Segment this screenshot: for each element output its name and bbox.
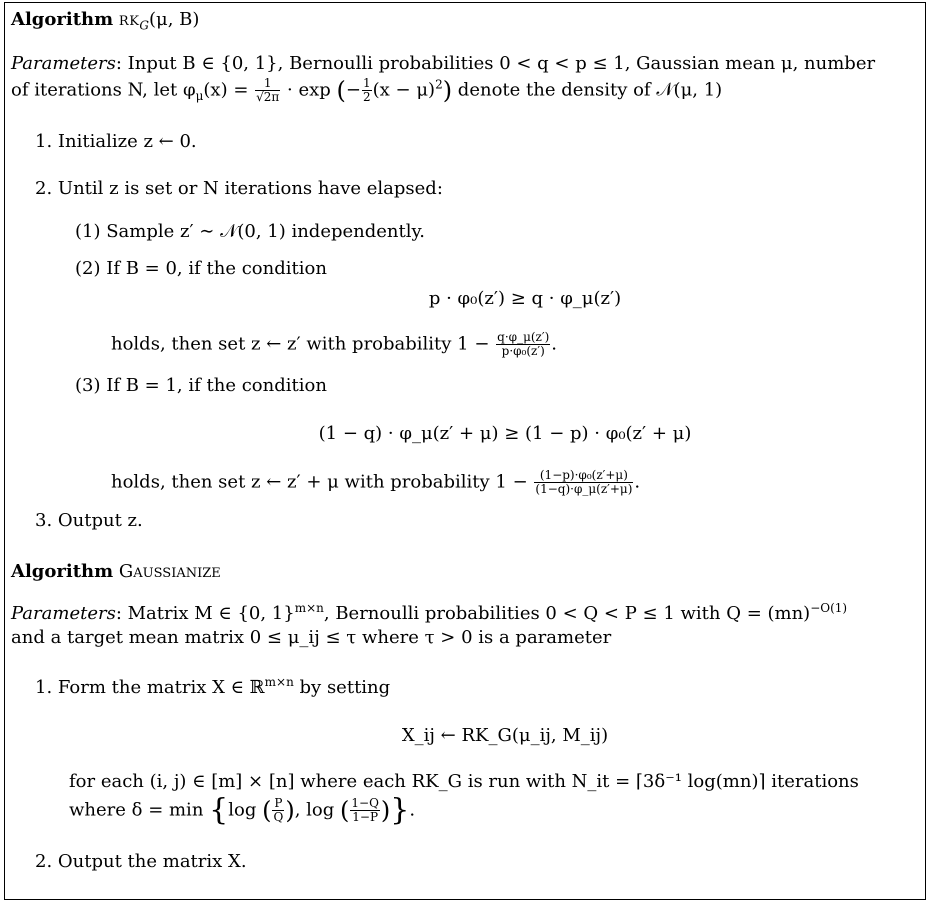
algo2-step2: 2. Output the matrix X. (35, 851, 247, 872)
algo1-step2: 2. Until z is set or N iterations have elapsed: (35, 178, 443, 199)
algo1-params-text2d: − (345, 79, 361, 101)
algo1-prob-fraction1-den: p·φ₀(z′) (501, 344, 545, 358)
algo2-step1 (35, 677, 390, 699)
algo2-params-label: Parameters (11, 603, 116, 624)
algo1-substep2: (2) If B = 0, if the condition (75, 258, 327, 279)
algo2-name: Gaussianize (118, 561, 221, 582)
algo1-params-text1: : Input B ∈ {0, 1}, Bernoulli probabilities 0 < q < p ≤ 1, Gaussian mean μ, number (115, 53, 876, 74)
algo2-where-log1: log (228, 799, 257, 821)
algo1-params-line2: of iterations N, let $\varphi_\mu(x)$ = $\frac{1}{√2\pi}$ · exp (− $\frac{1}{2}$ $(x - \mu)^2$) denote the density of 𝒩(μ, 1) (11, 76, 723, 105)
algo1-prob-fraction1 (496, 331, 550, 358)
algo1-step1: 1. Initialize z ← 0. (35, 131, 197, 152)
algo1-substep2-holds: holds, then set z ← z′ with probability 1 − $\frac{q\cdot\varphi\_\mu(z')}{\text{p·φ₀(z′)}}$ . (111, 330, 558, 358)
algo1-condition-eq2: (1 − q) · φ_μ(z′ + μ) ≥ (1 − p) · φ₀(z′ + μ) (318, 423, 692, 444)
algo1-sub: G (139, 18, 149, 33)
algo2-eq: X_ij ← RK_G(μ_ij, M_ij) (401, 725, 609, 746)
algo1-params-label: Parameters (11, 53, 116, 74)
algo1-title (11, 9, 199, 33)
algo2-step1-text-a: 1. Form the matrix X ∈ ℝ (35, 677, 265, 698)
algo2-where-log2: , log (294, 799, 335, 821)
algo1-params-line1 (11, 53, 875, 75)
algo2-params-text1c: , Bernoulli probabilities 0 < Q < P ≤ 1 with Q = (mn) (323, 603, 811, 624)
algo2-for-line: for each (i, j) ∈ [m] × [n] where each RK_G is run with N_it = ⌈3δ⁻¹ log(mn)⌉ iterations (69, 771, 859, 792)
algo1-prob-fraction2 (534, 469, 633, 496)
algo1-params-text2e: (x − μ) (372, 79, 436, 101)
algo2-fraction-q-p-den: 1−P (352, 810, 379, 824)
algo2-step1-sup: m×n (264, 675, 294, 689)
algo1-prob-fraction2-num: (1−p)·φ₀(z′+μ) (534, 469, 633, 483)
half-fraction: $\frac{1}{2}$ (363, 76, 371, 104)
algo1-substep3-holds: holds, then set z ← z′ + μ with probability 1 − $\frac{\text{(1−p)·φ₀(z′+μ)}}{(1-q)\cdot\varphi\_\mu(z'+\mu)}$ . (111, 468, 641, 496)
algo1-keyword: Algorithm (11, 9, 114, 30)
algo2-fraction-q-p (350, 797, 380, 824)
algo2-params-line2: and a target mean matrix 0 ≤ μ_ij ≤ τ where τ > 0 is a parameter (11, 627, 612, 648)
algo1-step3: 3. Output z. (35, 510, 143, 531)
algo1-params-text2f: denote the density of 𝒩(μ, 1) (452, 79, 723, 101)
algo2-fraction-p-q-num: P (274, 796, 283, 810)
algo1-params-text2c: · exp (281, 79, 337, 101)
algo2-keyword: Algorithm (11, 561, 114, 582)
algo2-params-sup2: −O(1) (810, 601, 848, 615)
algo2-fraction-q-p-num: 1−Q (351, 796, 379, 810)
algo2-where-text-a: where δ = min (69, 799, 204, 821)
algo2-params-sup1: m×n (294, 601, 324, 615)
algo1-args: (μ, B) (149, 9, 200, 30)
algo1-substep2-hold-text: holds, then set z ← z′ with probability 1 − (111, 333, 490, 355)
algo1-prob-fraction2-den: (1−q)·φ_μ(z′+μ) (535, 482, 633, 496)
algo2-where-line: where δ = min {log ( $\frac{P}{Q}$ ), log ( $\frac{1-Q}{1-P}$ )}. (69, 792, 416, 828)
algo1-substep1: (1) Sample z′ ∼ 𝒩(0, 1) independently. (75, 221, 426, 242)
algo1-condition-eq1: p · φ₀(z′) ≥ q · φ_μ(z′) (428, 288, 622, 309)
algo1-params-text2b: (x) = (203, 79, 255, 101)
algo1-prob-fraction1-num: q·φ_μ(z′) (497, 330, 550, 344)
algo2-params-text1a: : Matrix M ∈ {0, 1} (115, 603, 295, 624)
algo1-substep3-hold-text: holds, then set z ← z′ + μ with probability 1 − (111, 471, 528, 493)
algo2-fraction-p-q-den: Q (273, 810, 284, 824)
algo2-step1-text-c: by setting (293, 677, 391, 698)
algo1-substep3: (3) If B = 1, if the condition (75, 375, 327, 396)
inv-sqrt-2pi-fraction: $\frac{1}{√2\pi}$ (256, 76, 280, 104)
algo2-params-line1 (11, 603, 847, 625)
algorithm-box (4, 2, 926, 900)
algo1-params-text2a: of iterations N, let φ (11, 79, 196, 101)
algo2-title (11, 561, 221, 583)
algo2-fraction-p-q (272, 797, 284, 824)
algo1-name: RK (118, 14, 140, 29)
